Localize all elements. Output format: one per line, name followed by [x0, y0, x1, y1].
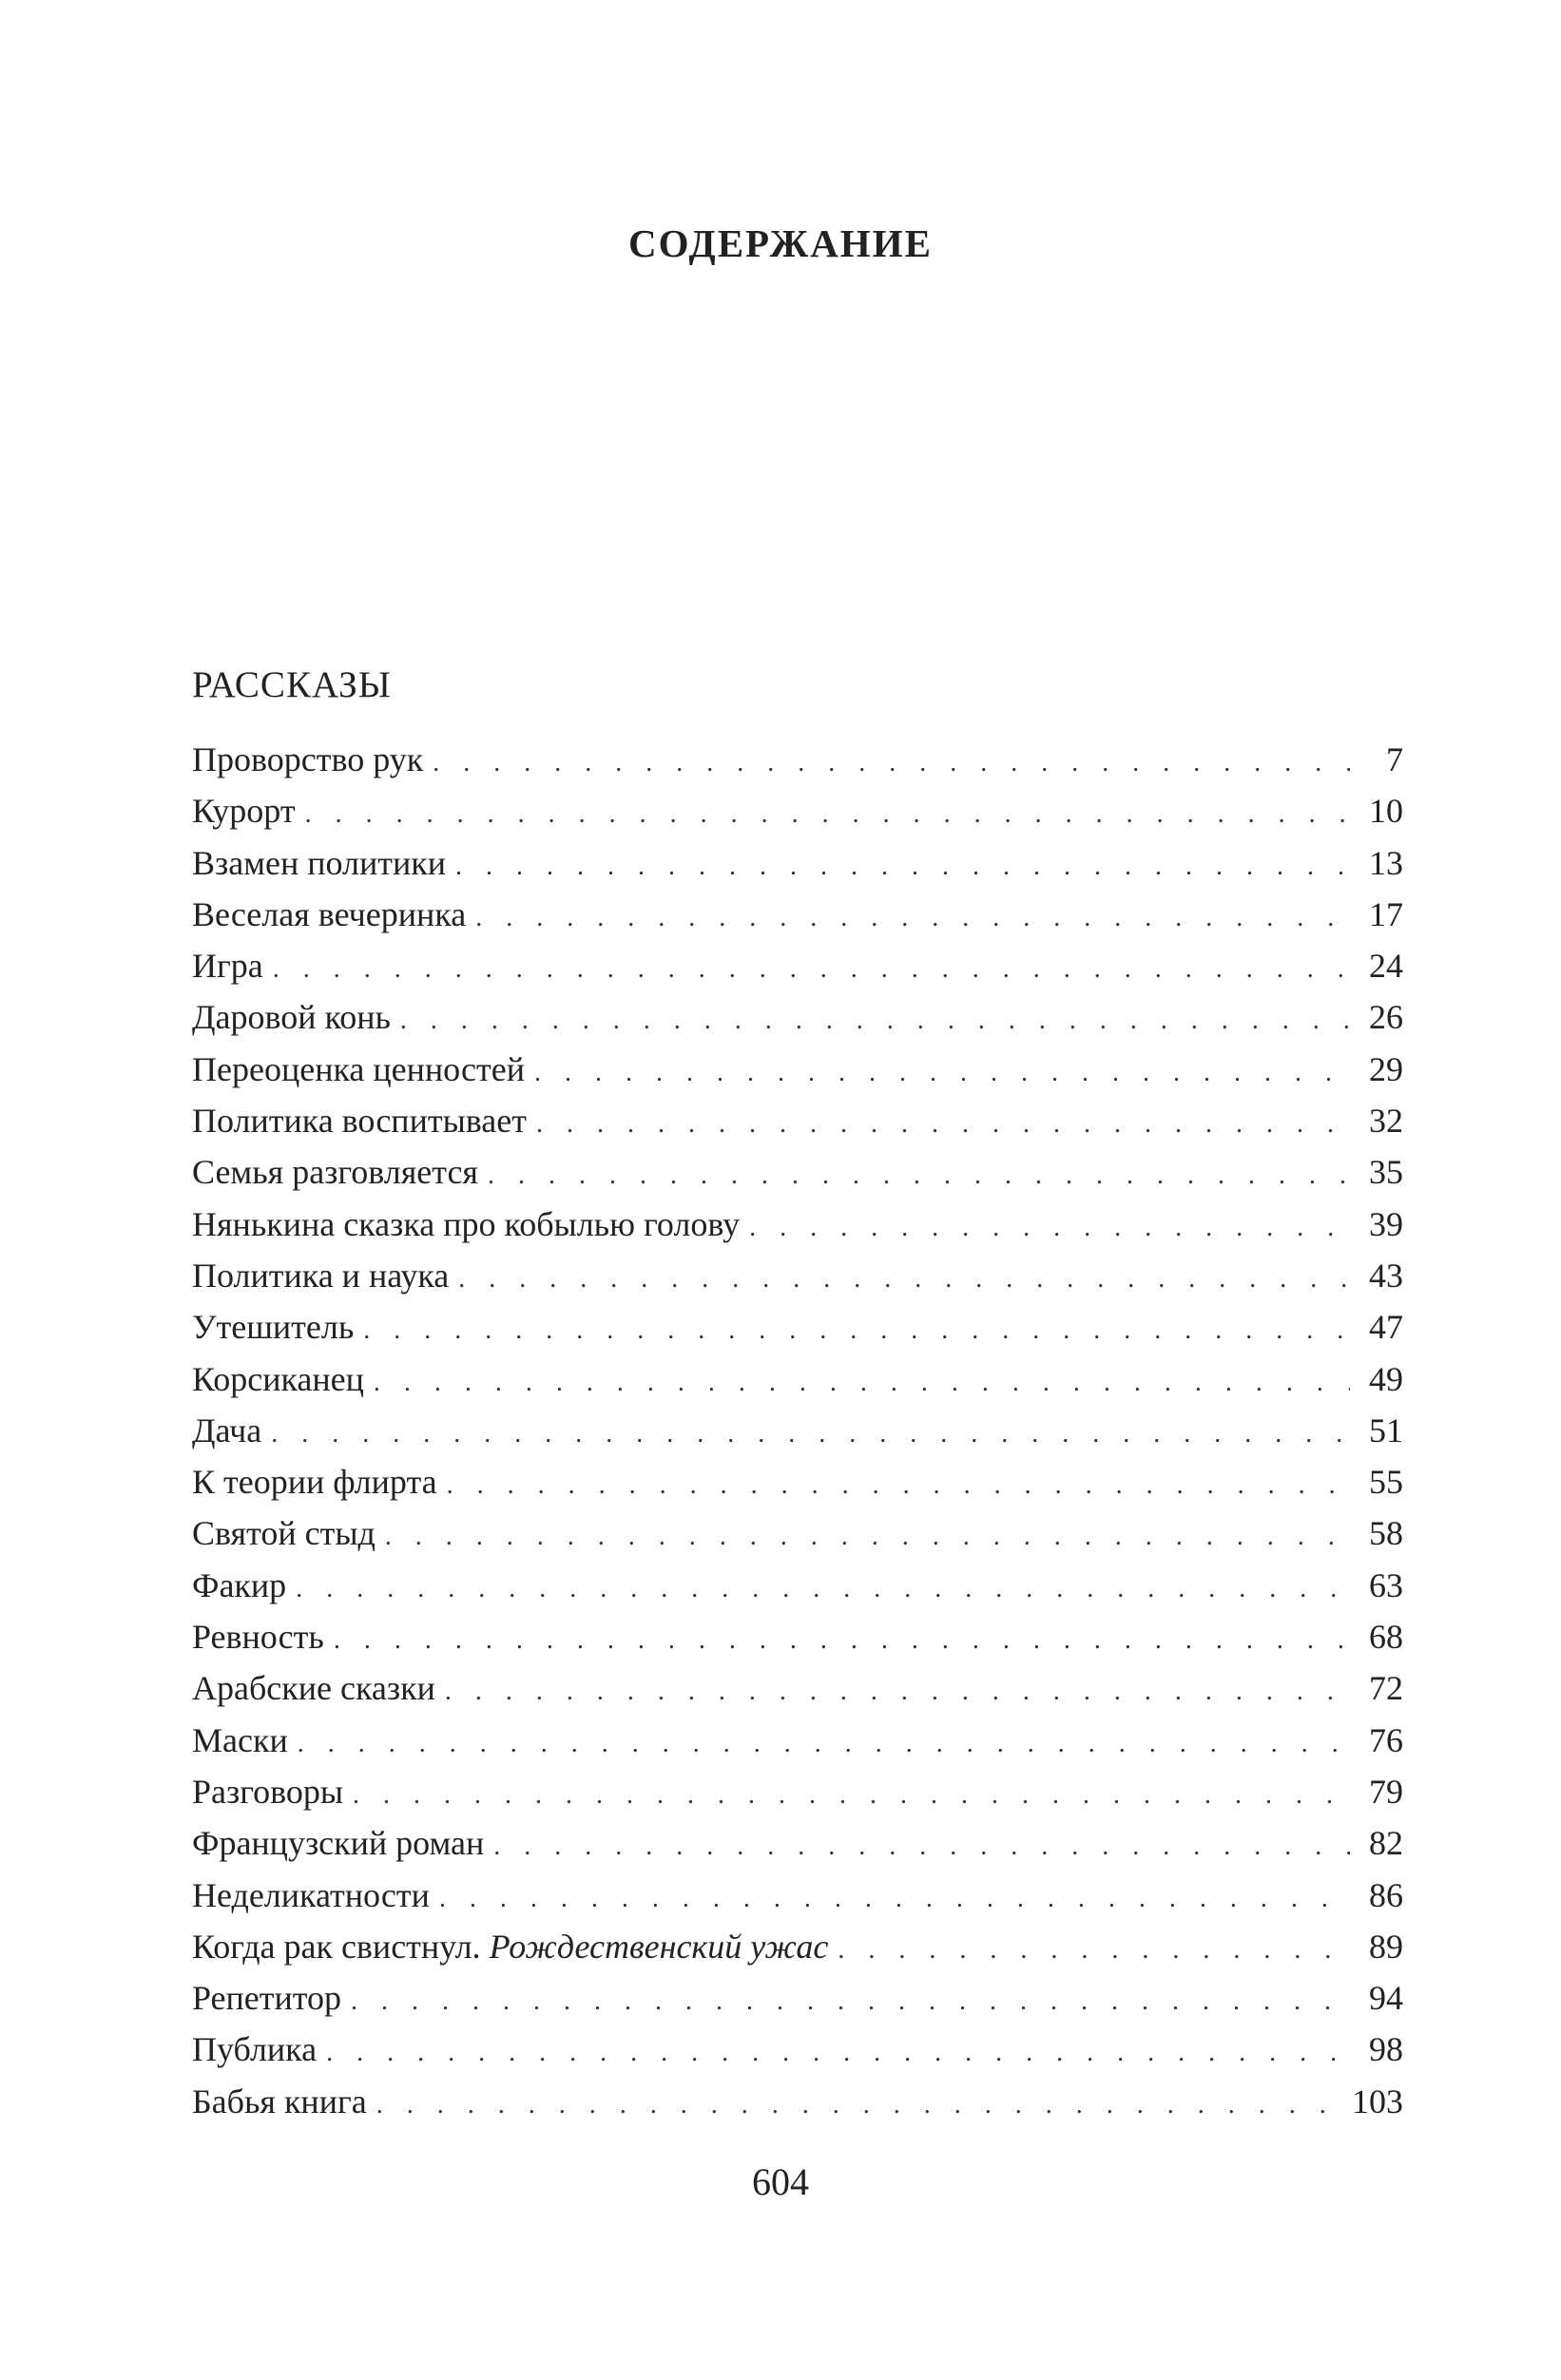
toc-entry-page: 76: [1369, 1720, 1403, 1759]
toc-entry-title-wrap: [192, 1662, 445, 1714]
toc-entry-title: Проворство рук: [192, 740, 424, 778]
toc-entry: [192, 1611, 1403, 1662]
dot-leader: [363, 1305, 1350, 1356]
dot-leader: [296, 1564, 1350, 1615]
dot-leader: [351, 1976, 1350, 2027]
toc-entry-title: Семья разговляется: [192, 1153, 478, 1192]
toc-entry-page: 26: [1369, 998, 1403, 1037]
toc-entry: [192, 940, 1403, 991]
toc-entry-title-wrap: [192, 1405, 271, 1456]
toc-entry-page: 47: [1369, 1308, 1403, 1347]
toc-entry-title-wrap: [192, 1250, 458, 1301]
toc-entry-title: Арабские сказки: [192, 1669, 435, 1708]
toc-entry-page: 17: [1369, 894, 1403, 933]
toc-entry-subtitle: Рождественский ужас: [489, 1927, 829, 1966]
toc-entry: [192, 1715, 1403, 1766]
toc-entry-page: 89: [1369, 1927, 1403, 1966]
dot-leader: [374, 1357, 1350, 1409]
toc-entry: [192, 1199, 1403, 1250]
dot-leader: [455, 841, 1350, 892]
toc-entry-title-wrap: [192, 1146, 488, 1198]
toc-entry-title: Факир: [192, 1565, 287, 1604]
dot-leader: [305, 789, 1350, 840]
toc-entry-page: 24: [1369, 947, 1403, 986]
toc-entry-title: Веселая вечеринка: [192, 894, 467, 933]
section-heading: РАССКАЗЫ: [192, 664, 392, 705]
toc-entry-title: Разговоры: [192, 1772, 344, 1811]
toc-entry-title-wrap: [192, 1766, 353, 1817]
toc-entry-title-wrap: [192, 1611, 334, 1662]
toc-list: [192, 734, 1403, 2127]
toc-entry-title-wrap: [192, 1560, 296, 1611]
dot-leader: [838, 1925, 1350, 1976]
toc-entry: [192, 889, 1403, 940]
toc-entry-title: Взамен политики: [192, 843, 447, 882]
toc-entry-title: Публика: [192, 2030, 318, 2069]
toc-entry-title-wrap: [192, 1870, 439, 1921]
toc-entry: [192, 837, 1403, 889]
toc-entry: [192, 1921, 1403, 1972]
toc-entry-page: 49: [1369, 1359, 1403, 1398]
toc-entry-title: К теории флирта: [192, 1463, 437, 1502]
toc-entry-title: Маски: [192, 1720, 288, 1759]
dot-leader: [493, 1821, 1350, 1872]
toc-entry-title: Святой стыд: [192, 1514, 376, 1553]
toc-entry-title-wrap: [192, 1715, 298, 1766]
dot-leader: [433, 738, 1350, 789]
toc-entry-title-wrap: [192, 837, 455, 889]
toc-entry: [192, 1870, 1403, 1921]
toc-entry: [192, 1405, 1403, 1456]
toc-entry-title-wrap: [192, 785, 305, 836]
toc-entry-page: 35: [1369, 1153, 1403, 1192]
dot-leader: [475, 892, 1350, 944]
dot-leader: [271, 1409, 1350, 1460]
page-title: СОДЕРЖАНИЕ: [628, 221, 933, 265]
toc-entry-title: Французский роман: [192, 1824, 485, 1863]
toc-entry-page: 79: [1369, 1772, 1403, 1811]
toc-entry-title: Даровой конь: [192, 998, 391, 1037]
toc-entry-title-wrap: [192, 940, 273, 991]
toc-entry: [192, 1146, 1403, 1198]
toc-entry: [192, 785, 1403, 836]
toc-entry: [192, 1250, 1403, 1301]
dot-leader: [273, 944, 1350, 995]
dot-leader: [376, 2080, 1344, 2131]
toc-entry-page: 98: [1369, 2030, 1403, 2069]
toc-entry-page: 51: [1369, 1411, 1403, 1449]
toc-entry-page: 32: [1369, 1102, 1403, 1141]
toc-entry-title-wrap: [192, 2024, 326, 2075]
dot-leader: [400, 995, 1350, 1046]
toc-entry-title-wrap: [192, 1456, 447, 1507]
toc-entry: [192, 1817, 1403, 1869]
toc-entry-title-wrap: [192, 1044, 534, 1095]
toc-entry-title: Корсиканец: [192, 1359, 364, 1398]
dot-leader: [447, 1460, 1350, 1511]
toc-entry-page: 63: [1369, 1565, 1403, 1604]
toc-entry: [192, 1662, 1403, 1714]
toc-entry-title: Курорт: [192, 792, 296, 831]
toc-entry-page: 43: [1369, 1256, 1403, 1295]
toc-entry-title-wrap: [192, 1972, 351, 2024]
toc-entry: [192, 1095, 1403, 1146]
toc-entry: [192, 1507, 1403, 1559]
toc-entry: [192, 734, 1403, 785]
toc-entry: [192, 2024, 1403, 2075]
toc-entry-title: Бабья книга: [192, 2082, 367, 2121]
toc-entry-title-wrap: [192, 734, 433, 785]
toc-entry-title: Игра: [192, 947, 263, 986]
toc-entry-title: Неделикатности: [192, 1875, 430, 1914]
toc-entry-page: 94: [1369, 1979, 1403, 2018]
toc-entry: [192, 1353, 1403, 1405]
toc-entry-title: Ревность: [192, 1618, 324, 1657]
toc-entry-title: Нянькина сказка про кобылью голову: [192, 1204, 741, 1243]
toc-entry-page: 55: [1369, 1463, 1403, 1502]
toc-entry-page: 29: [1369, 1049, 1403, 1088]
toc-entry-title-wrap: [192, 1095, 536, 1146]
toc-entry-title: Когда рак свистнул.: [192, 1927, 481, 1966]
toc-entry-title-wrap: [192, 991, 400, 1043]
toc-entry-page: 72: [1369, 1669, 1403, 1708]
toc-entry-page: 7: [1386, 740, 1403, 778]
dot-leader: [534, 1047, 1350, 1099]
dot-leader: [353, 1770, 1350, 1821]
dot-leader: [298, 1718, 1350, 1770]
dot-leader: [445, 1666, 1350, 1718]
toc-entry-page: 39: [1369, 1204, 1403, 1243]
dot-leader: [749, 1202, 1350, 1254]
toc-entry-title-wrap: [192, 1507, 385, 1559]
toc-entry-title-wrap: [192, 1301, 363, 1353]
toc-entry-title-wrap: [192, 1817, 493, 1869]
toc-entry: [192, 1972, 1403, 2024]
toc-entry-title-wrap: [192, 889, 475, 940]
toc-entry-title: Утешитель: [192, 1308, 355, 1347]
toc-entry-title-wrap: [192, 1353, 374, 1405]
toc-entry: [192, 1560, 1403, 1611]
dot-leader: [458, 1254, 1350, 1305]
toc-entry-title-wrap: [192, 2076, 376, 2127]
toc-entry-page: 103: [1352, 2082, 1403, 2121]
dot-leader: [439, 1873, 1350, 1925]
toc-entry-page: 86: [1369, 1875, 1403, 1914]
dot-leader: [536, 1099, 1350, 1150]
dot-leader: [488, 1150, 1350, 1201]
dot-leader: [385, 1511, 1350, 1563]
toc-entry-title: Переоценка ценностей: [192, 1049, 526, 1088]
toc-entry-title: Политика и наука: [192, 1256, 450, 1295]
toc-entry: [192, 2076, 1403, 2127]
dot-leader: [326, 2027, 1350, 2079]
toc-entry: [192, 1456, 1403, 1507]
toc-entry-page: 82: [1369, 1824, 1403, 1863]
page-number: 604: [752, 2160, 809, 2203]
toc-entry: [192, 991, 1403, 1043]
dot-leader: [334, 1615, 1350, 1666]
toc-entry-title: Репетитор: [192, 1979, 342, 2018]
toc-entry: [192, 1766, 1403, 1817]
toc-entry-title: Политика воспитывает: [192, 1102, 527, 1141]
toc-entry-title: Дача: [192, 1411, 262, 1449]
toc-entry: [192, 1301, 1403, 1353]
toc-entry-page: 13: [1369, 843, 1403, 882]
toc-entry-page: 68: [1369, 1618, 1403, 1657]
toc-entry-title-wrap: [192, 1199, 749, 1250]
toc-entry-page: 58: [1369, 1514, 1403, 1553]
toc-entry-title-wrap: [192, 1921, 838, 1972]
toc-entry-page: 10: [1369, 792, 1403, 831]
toc-entry: [192, 1044, 1403, 1095]
